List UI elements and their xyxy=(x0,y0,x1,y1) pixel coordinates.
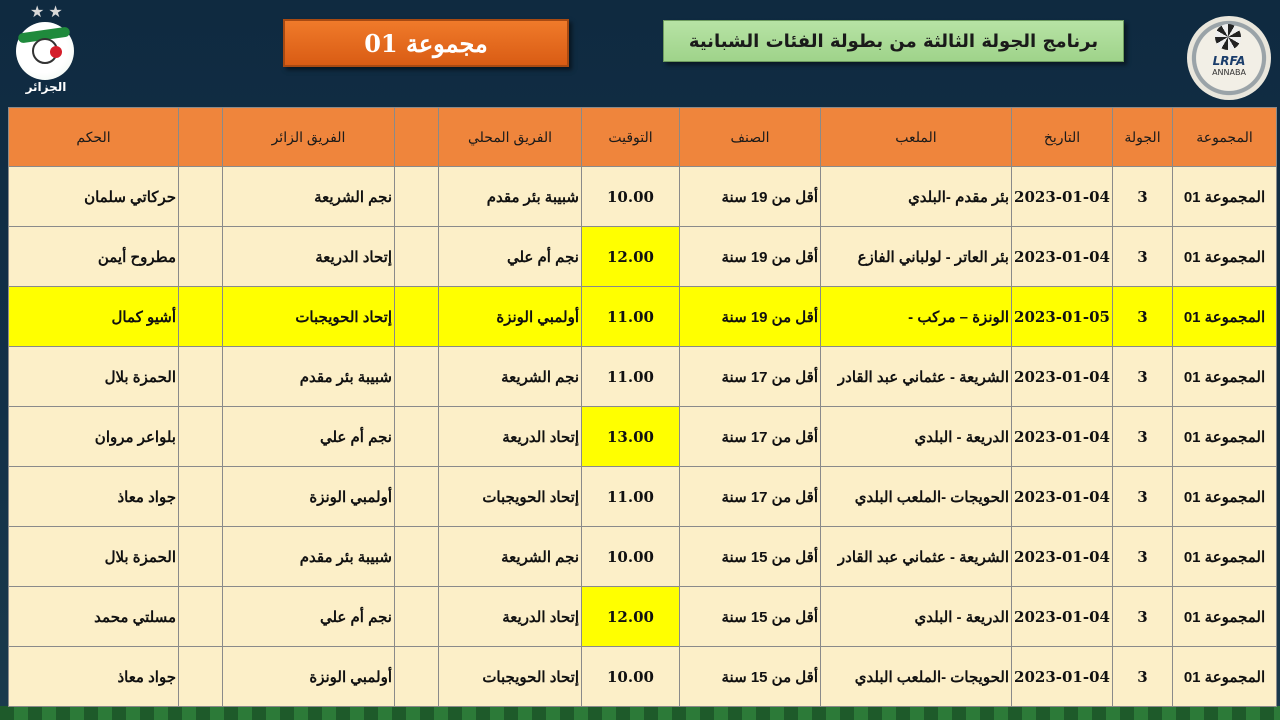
stadium-cell: الونزة – مركب - xyxy=(821,287,1012,347)
schedule-table xyxy=(8,107,1277,707)
group-cell: المجموعة 01 xyxy=(1173,167,1277,227)
table-row xyxy=(9,227,1277,287)
time-cell: 11.00 xyxy=(582,467,680,527)
home-team-cell: نجم الشريعة xyxy=(439,347,582,407)
date-cell: 2023-01-04 xyxy=(1012,527,1113,587)
away-team-cell: إتحاد الدريعة xyxy=(223,227,395,287)
spacer-cell xyxy=(179,347,223,407)
referee-cell: جواد معاذ xyxy=(9,647,179,707)
round-cell: 3 xyxy=(1113,587,1173,647)
home-team-cell: إتحاد الحويجبات xyxy=(439,467,582,527)
group-label: مجموعة 01 xyxy=(283,19,569,67)
category-cell: أقل من 17 سنة xyxy=(680,347,821,407)
stadium-cell: الدريعة - البلدي xyxy=(821,407,1012,467)
stadium-cell: الحويجات -الملعب البلدي xyxy=(821,467,1012,527)
referee-cell: مسلتي محمد xyxy=(9,587,179,647)
spacer-cell xyxy=(395,287,439,347)
date-cell: 2023-01-04 xyxy=(1012,467,1113,527)
time-cell: 12.00 xyxy=(582,587,680,647)
header-category: الصنف xyxy=(680,108,821,167)
stars-icon: ★★ xyxy=(30,2,67,21)
header-spacer xyxy=(179,108,223,167)
spacer-cell xyxy=(395,467,439,527)
page-title: برنامج الجولة الثالثة من بطولة الفئات الشبانية xyxy=(663,20,1124,62)
spacer-cell xyxy=(179,587,223,647)
referee-cell: أشيو كمال xyxy=(9,287,179,347)
referee-cell: الحمزة بلال xyxy=(9,347,179,407)
header-spacer xyxy=(395,108,439,167)
spacer-cell xyxy=(179,407,223,467)
date-cell: 2023-01-04 xyxy=(1012,587,1113,647)
date-cell: 2023-01-04 xyxy=(1012,347,1113,407)
stadium-cell: بئر مقدم -البلدي xyxy=(821,167,1012,227)
stadium-cell: الدريعة - البلدي xyxy=(821,587,1012,647)
referee-cell: بلواعر مروان xyxy=(9,407,179,467)
football-icon xyxy=(1215,24,1241,50)
time-cell: 10.00 xyxy=(582,167,680,227)
spacer-cell xyxy=(395,587,439,647)
round-cell: 3 xyxy=(1113,647,1173,707)
group-cell: المجموعة 01 xyxy=(1173,347,1277,407)
spacer-cell xyxy=(395,527,439,587)
header-date: التاريخ xyxy=(1012,108,1113,167)
away-team-cell: شبيبة بئر مقدم xyxy=(223,347,395,407)
round-cell: 3 xyxy=(1113,467,1173,527)
away-team-cell: أولمبي الونزة xyxy=(223,647,395,707)
away-team-cell: أولمبي الونزة xyxy=(223,467,395,527)
away-team-cell: نجم الشريعة xyxy=(223,167,395,227)
logo-right-text: LRFA xyxy=(1212,54,1246,68)
away-team-cell: نجم أم علي xyxy=(223,587,395,647)
stadium-cell: الشريعة - عثماني عبد القادر xyxy=(821,347,1012,407)
time-cell: 12.00 xyxy=(582,227,680,287)
spacer-cell xyxy=(395,647,439,707)
header-referee: الحكم xyxy=(9,108,179,167)
home-team-cell: أولمبي الونزة xyxy=(439,287,582,347)
group-cell: المجموعة 01 xyxy=(1173,527,1277,587)
lrfa-annaba-logo xyxy=(1187,16,1271,100)
header-group: المجموعة xyxy=(1173,108,1277,167)
spacer-cell xyxy=(179,227,223,287)
category-cell: أقل من 17 سنة xyxy=(680,467,821,527)
category-cell: أقل من 19 سنة xyxy=(680,227,821,287)
stadium-cell: بئر العاتر - لولباني الفازع xyxy=(821,227,1012,287)
date-cell: 2023-01-05 xyxy=(1012,287,1113,347)
time-cell: 11.00 xyxy=(582,287,680,347)
header-home: الفريق المحلي xyxy=(439,108,582,167)
header-time: التوقيت xyxy=(582,108,680,167)
referee-cell: الحمزة بلال xyxy=(9,527,179,587)
spacer-cell xyxy=(395,227,439,287)
time-cell: 13.00 xyxy=(582,407,680,467)
away-team-cell: نجم أم علي xyxy=(223,407,395,467)
home-team-cell: شبيبة بئر مقدم xyxy=(439,167,582,227)
home-team-cell: إتحاد الحويجبات xyxy=(439,647,582,707)
spacer-cell xyxy=(179,467,223,527)
spacer-cell xyxy=(395,407,439,467)
spacer-cell xyxy=(179,167,223,227)
category-cell: أقل من 15 سنة xyxy=(680,587,821,647)
date-cell: 2023-01-04 xyxy=(1012,647,1113,707)
date-cell: 2023-01-04 xyxy=(1012,167,1113,227)
home-team-cell: نجم أم علي xyxy=(439,227,582,287)
round-cell: 3 xyxy=(1113,527,1173,587)
category-cell: أقل من 19 سنة xyxy=(680,167,821,227)
round-cell: 3 xyxy=(1113,407,1173,467)
table-row xyxy=(9,347,1277,407)
table-row xyxy=(9,467,1277,527)
logo-right-subtext: ANNABA xyxy=(1212,68,1246,77)
table-row xyxy=(9,587,1277,647)
stadium-cell: الحويجات -الملعب البلدي xyxy=(821,647,1012,707)
home-team-cell: إتحاد الدريعة xyxy=(439,587,582,647)
spacer-cell xyxy=(179,647,223,707)
referee-cell: حركاتي سلمان xyxy=(9,167,179,227)
round-cell: 3 xyxy=(1113,347,1173,407)
group-cell: المجموعة 01 xyxy=(1173,227,1277,287)
table-row xyxy=(9,647,1277,707)
away-team-cell: شبيبة بئر مقدم xyxy=(223,527,395,587)
date-cell: 2023-01-04 xyxy=(1012,407,1113,467)
group-cell: المجموعة 01 xyxy=(1173,407,1277,467)
group-cell: المجموعة 01 xyxy=(1173,647,1277,707)
table-row xyxy=(9,167,1277,227)
group-cell: المجموعة 01 xyxy=(1173,467,1277,527)
time-cell: 11.00 xyxy=(582,347,680,407)
date-cell: 2023-01-04 xyxy=(1012,227,1113,287)
category-cell: أقل من 17 سنة xyxy=(680,407,821,467)
category-cell: أقل من 15 سنة xyxy=(680,527,821,587)
stadium-cell: الشريعة - عثماني عبد القادر xyxy=(821,527,1012,587)
algeria-federation-logo xyxy=(10,22,82,100)
group-cell: المجموعة 01 xyxy=(1173,587,1277,647)
time-cell: 10.00 xyxy=(582,647,680,707)
logo-left-text: الجزائر xyxy=(25,80,67,94)
spacer-cell xyxy=(395,167,439,227)
spacer-cell xyxy=(179,287,223,347)
header-stadium: الملعب xyxy=(821,108,1012,167)
table-row xyxy=(9,287,1277,347)
away-team-cell: إتحاد الحويجبات xyxy=(223,287,395,347)
round-cell: 3 xyxy=(1113,167,1173,227)
table-row xyxy=(9,527,1277,587)
header-round: الجولة xyxy=(1113,108,1173,167)
round-cell: 3 xyxy=(1113,227,1173,287)
grass-strip xyxy=(0,706,1280,720)
spacer-cell xyxy=(395,347,439,407)
header-away: الفريق الزائر xyxy=(223,108,395,167)
home-team-cell: نجم الشريعة xyxy=(439,527,582,587)
category-cell: أقل من 19 سنة xyxy=(680,287,821,347)
group-cell: المجموعة 01 xyxy=(1173,287,1277,347)
referee-cell: جواد معاذ xyxy=(9,467,179,527)
round-cell: 3 xyxy=(1113,287,1173,347)
spacer-cell xyxy=(179,527,223,587)
home-team-cell: إتحاد الدريعة xyxy=(439,407,582,467)
table-header-row xyxy=(9,108,1277,167)
referee-cell: مطروح أيمن xyxy=(9,227,179,287)
time-cell: 10.00 xyxy=(582,527,680,587)
category-cell: أقل من 15 سنة xyxy=(680,647,821,707)
table-row xyxy=(9,407,1277,467)
